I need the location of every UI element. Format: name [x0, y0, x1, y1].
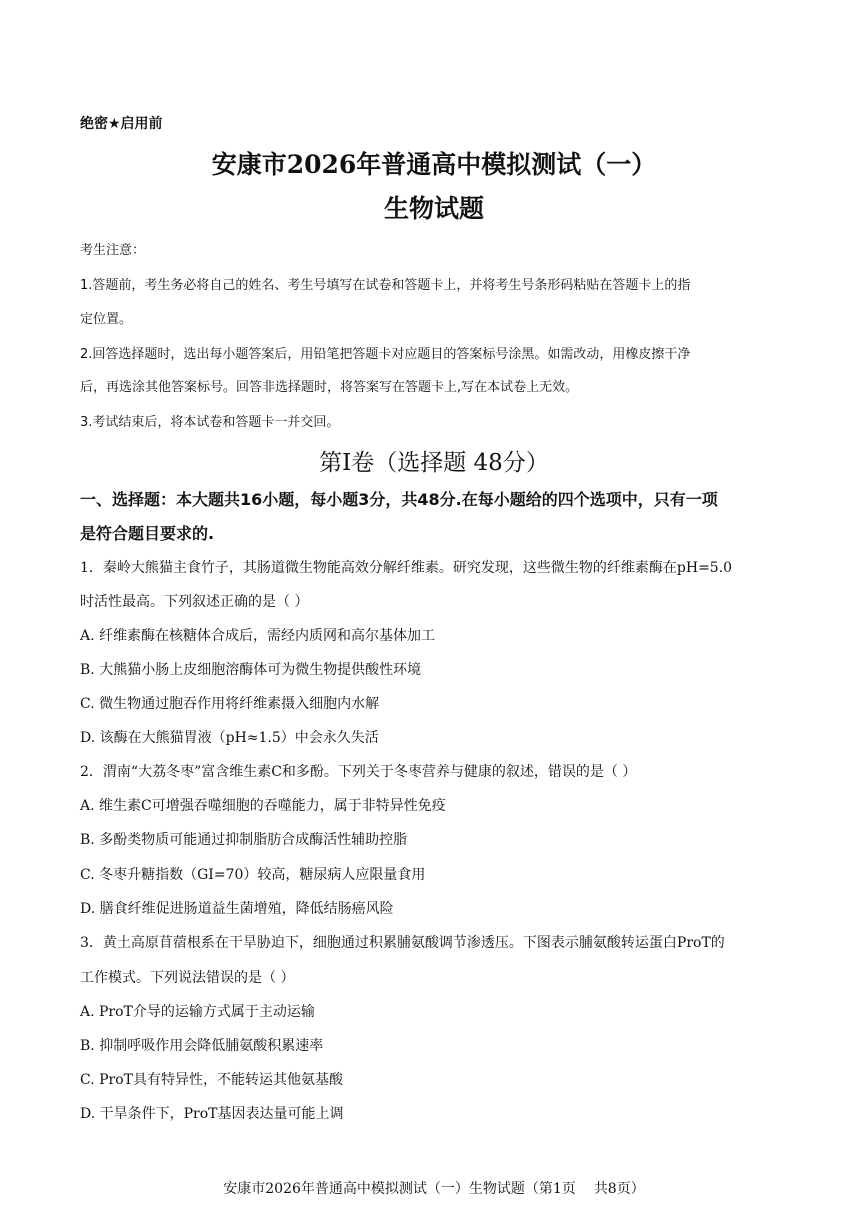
option-a: A. 纤维素酶在核糖体合成后，需经内质网和高尔基体加工	[80, 628, 436, 644]
page-footer	[0, 1178, 868, 1198]
footer-total-pages: 共8页）	[593, 1181, 645, 1197]
option-b: B. 多酚类物质可能通过抑制脂肪合成酶活性辅助控脂	[80, 832, 408, 848]
notice-line: 2.回答选择题时，选出每小题答案后，用铅笔把答题卡对应题目的答案标号涂黑。如需改动，用橡皮擦干净	[80, 347, 691, 362]
notice-line: 后，再选涂其他答案标号。回答非选择题时，将答案写在答题卡上,写在本试卷上无效。	[80, 380, 579, 395]
section-instruction: 是符合题目要求的.	[80, 524, 215, 543]
option-d: D. 干旱条件下，ProT基因表达量可能上调	[80, 1106, 344, 1122]
option-c: C. 微生物通过胞吞作用将纤维素摄入细胞内水解	[80, 696, 380, 712]
question-stem: 2．渭南“大荔冬枣”富含维生素C和多酚。下列关于冬枣营养与健康的叙述，错误的是（ ）	[80, 764, 637, 780]
footer-page-info: 安康市2026年普通高中模拟测试（一）生物试题（第1页	[223, 1181, 576, 1197]
option-d: D. 膳食纤维促进肠道益生菌增殖，降低结肠癌风险	[80, 901, 394, 917]
notice-line: 3.考试结束后，将本试卷和答题卡一并交回。	[80, 415, 340, 430]
option-b: B. 抑制呼吸作用会降低脯氨酸积累速率	[80, 1038, 324, 1054]
notice-heading: 考生注意：	[80, 243, 146, 258]
question-stem: 1．秦岭大熊猫主食竹子，其肠道微生物能高效分解纤维素。研究发现，这些微生物的纤维素酶在pH=5.0	[80, 560, 733, 576]
option-c: C. ProT具有特异性，不能转运其他氨基酸	[80, 1072, 343, 1088]
section-title: 第Ⅰ卷（选择题 48分）	[319, 450, 549, 476]
option-d: D. 该酶在大熊猫胃液（pH≈1.5）中会永久失活	[80, 730, 379, 746]
question-stem: 时活性最高。下列叙述正确的是（ ）	[80, 594, 309, 610]
exam-subject: 生物试题	[383, 194, 484, 223]
question-stem: 工作模式。下列说法错误的是（ ）	[80, 970, 295, 986]
notice-line: 定位置。	[80, 312, 133, 327]
option-a: A. ProT介导的运输方式属于主动运输	[80, 1004, 315, 1020]
confidential-label: 绝密★启用前	[80, 116, 163, 132]
question-stem: 3．黄土高原苜蓿根系在干旱胁迫下，细胞通过积累脯氨酸调节渗透压。下图表示脯氨酸转运蛋白ProT的	[80, 935, 725, 951]
notice-line: 1.答题前，考生务必将自己的姓名、考生号填写在试卷和答题卡上，并将考生号条形码粘贴在答题卡上的指	[80, 278, 691, 293]
section-instruction: 一、选择题：本大题共16小题，每小题3分，共48分.在每小题给的四个选项中，只有一项	[80, 490, 718, 509]
option-c: C. 冬枣升糖指数（GI=70）较高，糖尿病人应限量食用	[80, 867, 426, 883]
option-a: A. 维生素C可增强吞噬细胞的吞噬能力，属于非特异性免疫	[80, 798, 446, 814]
option-b: B. 大熊猫小肠上皮细胞溶酶体可为微生物提供酸性环境	[80, 662, 422, 678]
exam-title: 安康市2026年普通高中模拟测试（一）	[211, 150, 657, 179]
